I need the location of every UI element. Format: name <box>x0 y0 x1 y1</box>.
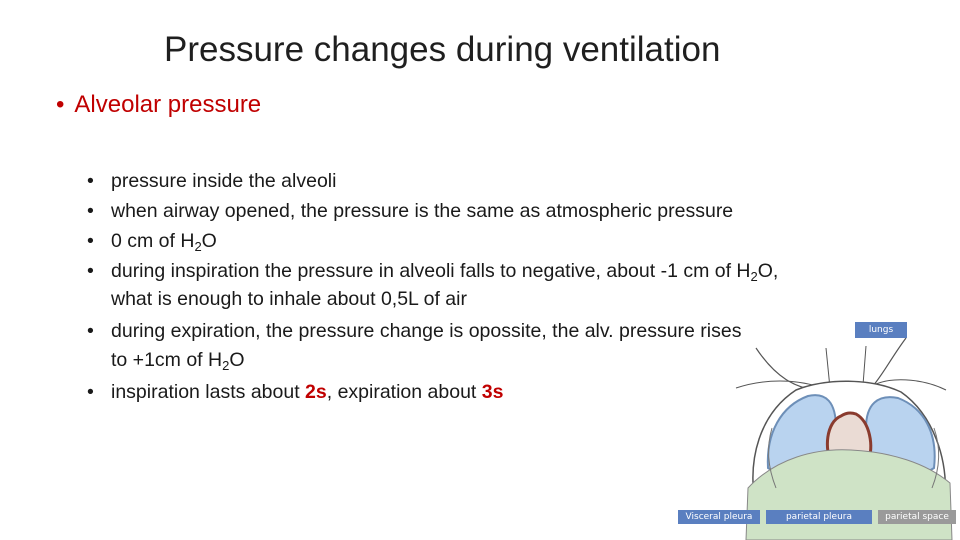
heading-text: Alveolar pressure <box>74 91 262 118</box>
lung-illustration <box>676 318 960 540</box>
label-parietal-pleura: parietal pleura <box>766 510 872 524</box>
label-lungs: lungs <box>855 322 907 338</box>
bullet-glyph: • <box>87 230 94 252</box>
label-visceral-pleura: Visceral pleura <box>678 510 760 524</box>
bullet-glyph: • <box>87 200 94 222</box>
bullet-item: when airway opened, the pressure is the same as atmospheric pressure <box>111 200 734 222</box>
bullet-item <box>111 260 778 284</box>
slide-title: Pressure changes during ventilation <box>164 30 721 69</box>
bullet-glyph: • <box>87 381 94 403</box>
bullet-item: what is enough to inhale about 0,5L of air <box>111 288 467 310</box>
highlight-value: 3s <box>481 381 504 403</box>
bullet-item <box>111 349 245 373</box>
bullet-text: , expiration about <box>326 381 482 403</box>
bullet-glyph: • <box>87 170 94 192</box>
bullet-text: inspiration lasts about <box>111 381 306 403</box>
bullet-text: during inspiration the pressure in alveoli falls to negative, about -1 cm of H <box>111 260 751 282</box>
subscript: 2 <box>750 269 758 284</box>
bullet-text: 0 cm of H <box>111 230 195 252</box>
highlight-value: 2s <box>305 381 327 403</box>
bullet-glyph: • <box>87 260 94 282</box>
bullet-glyph: • <box>87 320 94 342</box>
bullet-item: pressure inside the alveoli <box>111 170 337 192</box>
bullet-text: O <box>229 349 245 371</box>
subscript: 2 <box>222 358 230 373</box>
subscript: 2 <box>194 239 202 254</box>
bullet-text: O <box>201 230 217 252</box>
bullet-item <box>111 230 217 254</box>
label-parietal-space: parietal space <box>878 510 956 524</box>
heading-bullet: • <box>56 91 65 118</box>
bullet-item: during expiration, the pressure change is opossite, the alv. pressure rises <box>111 320 742 342</box>
bullet-item <box>111 381 503 404</box>
bullet-text: O, <box>757 260 779 282</box>
bullet-text: to +1cm of H <box>111 349 223 371</box>
section-heading <box>56 91 261 119</box>
